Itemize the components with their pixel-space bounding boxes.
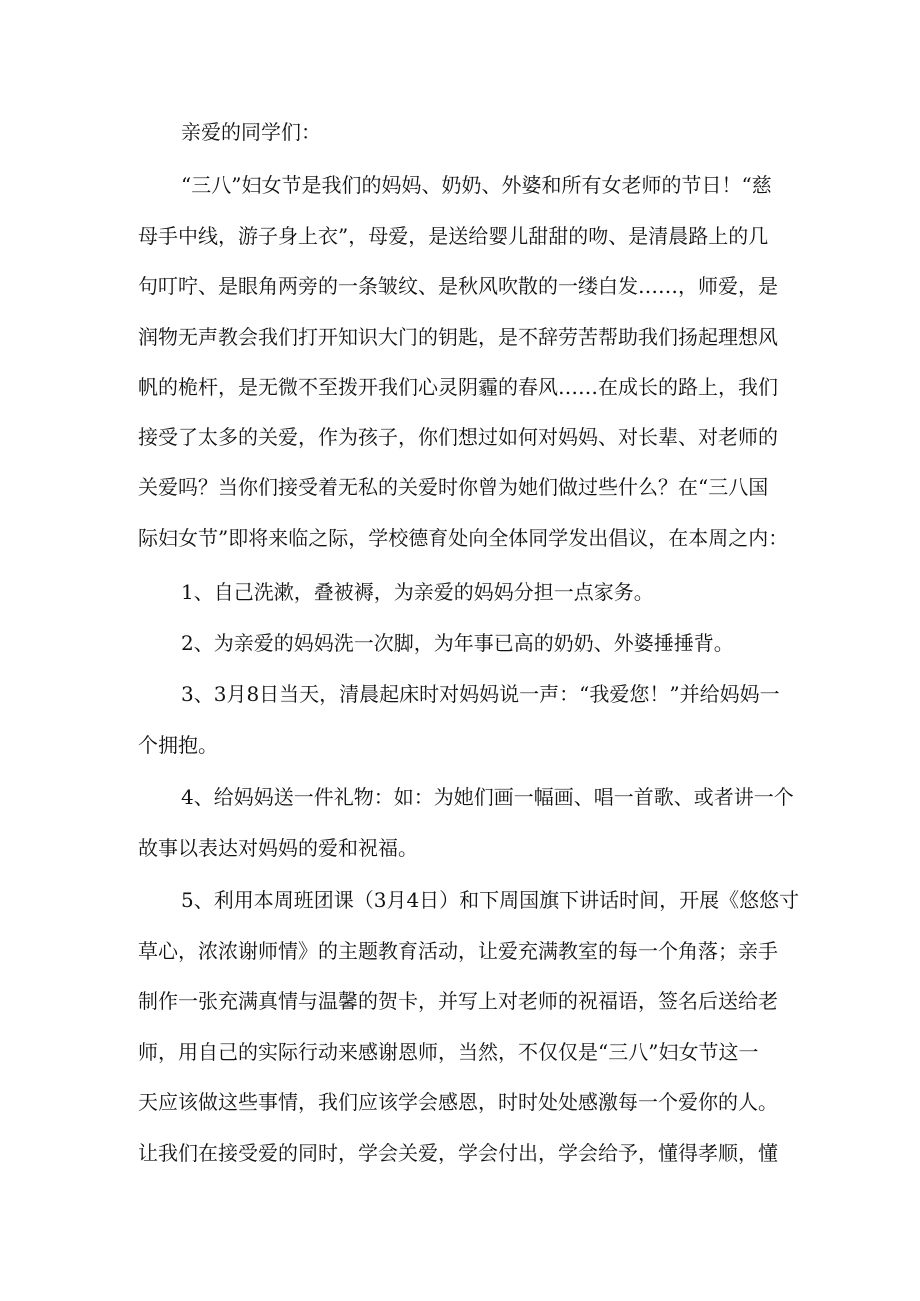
- proposal-item-2: 2、为亲爱的妈妈洗一次脚，为年事已高的奶奶、外婆捶捶背。: [181, 631, 734, 655]
- greeting: 亲爱的同学们：: [181, 120, 321, 144]
- intro-line: “三八”妇女节是我们的妈妈、奶奶、外婆和所有女老师的节日！“慈: [181, 173, 772, 197]
- proposal-item-5-continued: 制作一张充满真情与温馨的贺卡，并写上对老师的祝福语，签名后送给老: [138, 989, 778, 1013]
- proposal-item-5-continued: 草心，浓浓谢师情》的主题教育活动，让爱充满教室的每一个角落；亲手: [138, 939, 778, 963]
- proposal-item-3: 3、3月8日当天，清晨起床时对妈妈说一声：“我爱您！”并给妈妈一: [181, 682, 780, 706]
- proposal-item-5: 5、利用本周班团课（3月4日）和下周国旗下讲话时间，开展《悠悠寸: [181, 888, 800, 912]
- proposal-item-4: 4、给妈妈送一件礼物：如：为她们画一幅画、唱一首歌、或者讲一个: [181, 785, 794, 809]
- intro-line: 润物无声教会我们打开知识大门的钥匙，是不辞劳苦帮助我们扬起理想风: [138, 325, 778, 349]
- intro-line: 接受了太多的关爱，作为孩子，你们想过如何对妈妈、对长辈、对老师的: [138, 425, 778, 449]
- intro-line: 际妇女节”即将来临之际，学校德育处向全体同学发出倡议，在本周之内：: [138, 526, 789, 550]
- intro-line: 关爱吗？当你们接受着无私的关爱时你曾为她们做过些什么？在“三八国: [138, 475, 769, 499]
- intro-line: 帆的桅杆，是无微不至拨开我们心灵阴霾的春风……在成长的路上，我们: [138, 375, 778, 399]
- proposal-item-5-continued: 师，用自己的实际行动来感谢恩师，当然，不仅仅是“三八”妇女节这一: [138, 1040, 759, 1064]
- proposal-item-3-continued: 个拥抱。: [138, 733, 218, 757]
- proposal-item-1: 1、自己洗漱，叠被褥，为亲爱的妈妈分担一点家务。: [181, 580, 654, 604]
- intro-line: 句叮咛、是眼角两旁的一条皱纹、是秋风吹散的一缕白发……，师爱，是: [138, 274, 778, 298]
- proposal-item-5-continued: 天应该做这些事情，我们应该学会感恩，时时处处感激每一个爱你的人。: [138, 1090, 778, 1114]
- closing-line: 让我们在接受爱的同时，学会关爱，学会付出，学会给予，懂得孝顺，懂: [138, 1141, 778, 1165]
- intro-line: 母手中线，游子身上衣”，母爱，是送给婴儿甜甜的吻、是清晨路上的几: [138, 224, 769, 248]
- proposal-item-4-continued: 故事以表达对妈妈的爱和祝福。: [138, 836, 418, 860]
